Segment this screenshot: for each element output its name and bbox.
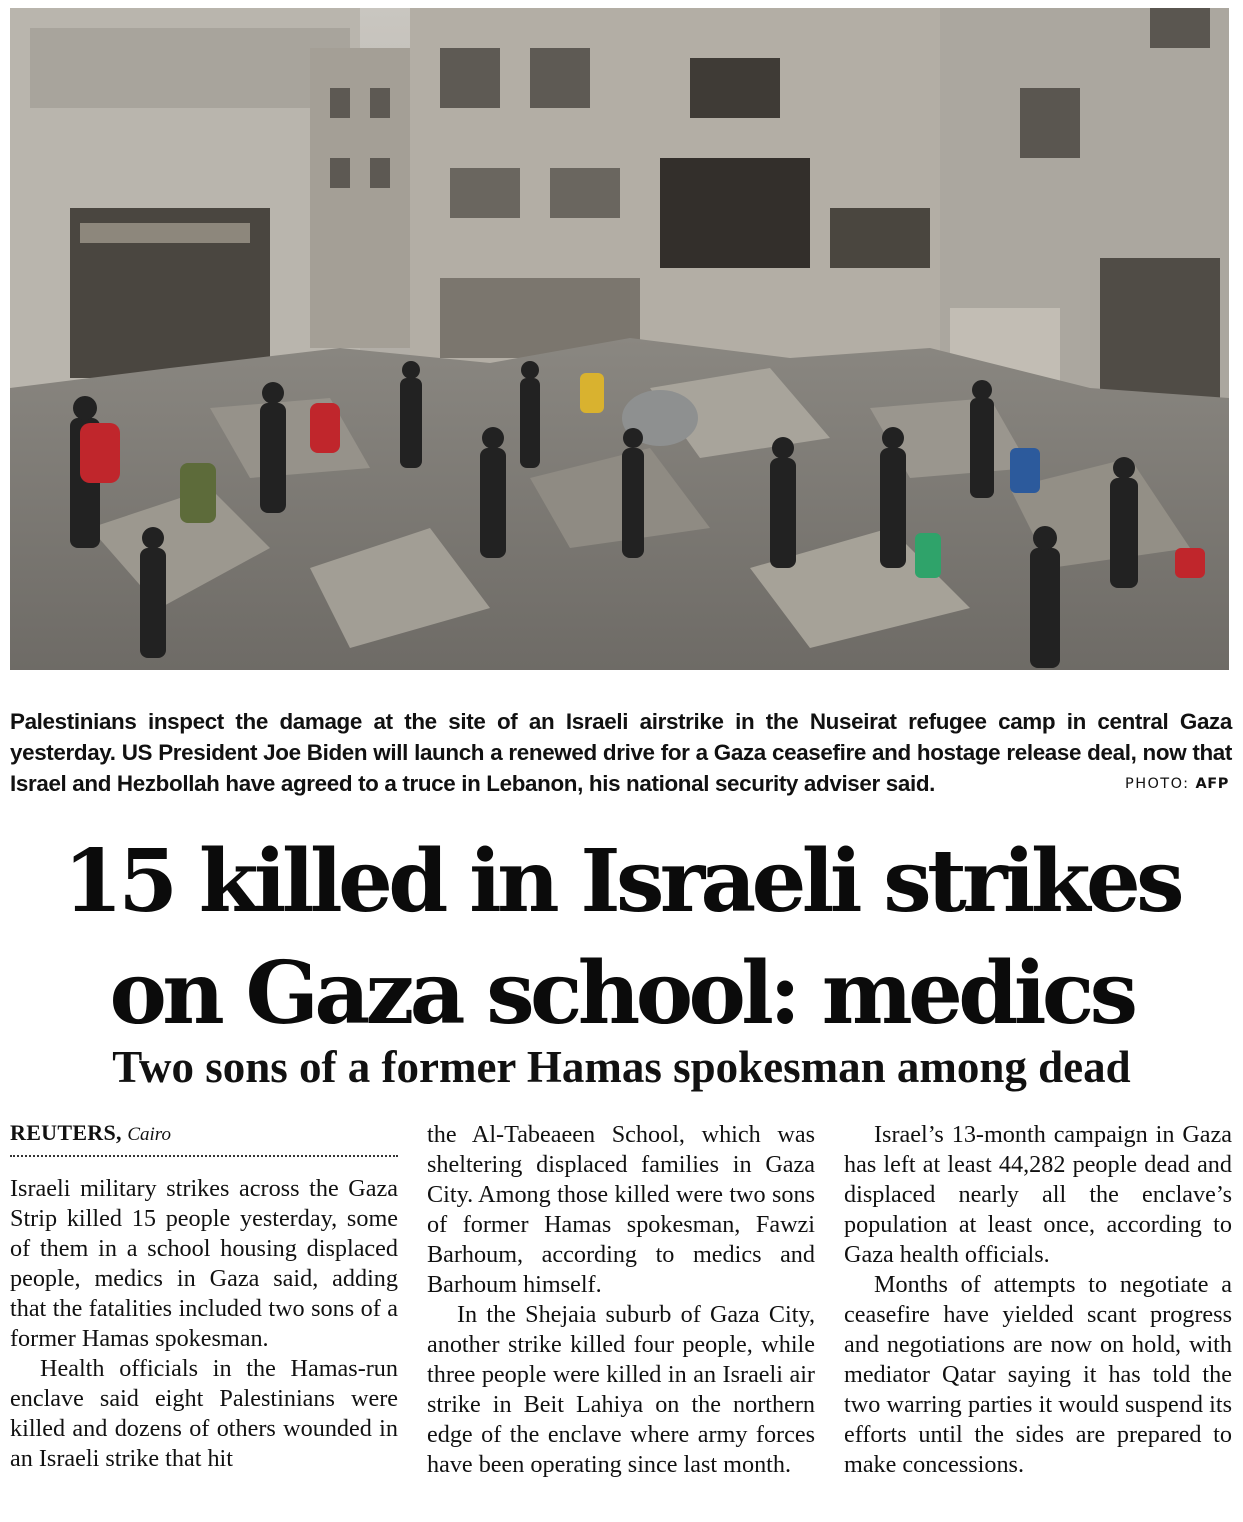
article-paragraph: the Al-Tabeaeen School, which was sheltering displaced families in Gaza City. Among those killed were two sons of former Hamas spokesman, Fawzi Barhoum, according to medics and Barhoum himself. (427, 1121, 815, 1298)
article-column-1 (10, 1174, 398, 1474)
article-paragraph: Health officials in the Hamas-run enclave said eight Palestinians were killed and dozens of others wounded in an Israeli strike that hit (10, 1355, 398, 1472)
subheadline: Two sons of a former Hamas spokesman among dead (112, 1042, 1131, 1092)
photo-credit-source: AFP (1195, 776, 1229, 792)
byline-place: Cairo (127, 1124, 171, 1145)
article-paragraph: Israel’s 13-month campaign in Gaza has left at least 44,282 people dead and displaced nearly all the enclave’s population at least once, according to Gaza health officials. (844, 1121, 1232, 1268)
photo-caption: Palestinians inspect the damage at the site of an Israeli airstrike in the Nuseirat refugee camp in central Gaza yesterday. US President Joe Biden will launch a renewed drive for a Gaza ceasefire and hostage release deal, now that Israel and Hezbollah have agreed to a truce in Lebanon, his national security adviser said. (10, 709, 1232, 796)
rubble-scene-illustration (10, 8, 1229, 670)
news-photo (10, 8, 1229, 670)
article-paragraph: Israeli military strikes across the Gaza Strip killed 15 people yesterday, some of them in a school housing displaced people, medics in Gaza said, adding that the fatalities included two sons of a former Hamas spokesman. (10, 1175, 398, 1352)
headline-line-2: on Gaza school: medics (109, 943, 1134, 1044)
headline-line-1: 15 killed in Israeli strikes (63, 831, 1180, 932)
article-column-2 (427, 1120, 815, 1480)
article-paragraph: In the Shejaia suburb of Gaza City, another strike killed four people, while three people were killed in an Israeli air strike in Beit Lahiya on the northern edge of the enclave where army forces have been operating since last month. (427, 1301, 815, 1478)
byline-agency: REUTERS, (10, 1120, 122, 1145)
photo-credit-label: PHOTO: (1125, 776, 1190, 792)
byline (10, 1118, 398, 1157)
article-column-3 (844, 1120, 1232, 1480)
article-paragraph: Months of attempts to negotiate a ceasefire have yielded scant progress and negotiations are now on hold, with mediator Qatar saying it has told the two warring parties it would suspend its efforts until the sides are prepared to make concessions. (844, 1271, 1232, 1478)
headline (0, 826, 1243, 1050)
photo-credit (1125, 776, 1229, 792)
